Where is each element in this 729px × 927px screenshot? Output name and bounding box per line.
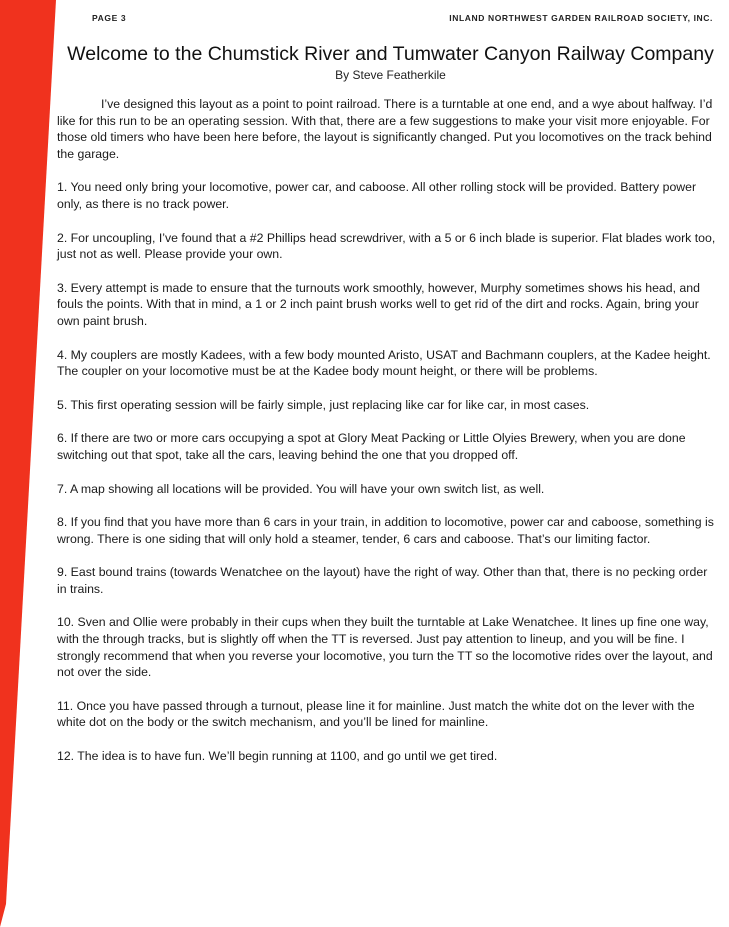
list-item: 8. If you find that you have more than 6 cars in your train, in addition to locomotive, power car and caboose, something is wrong. There is one siding that will only hold a steamer, tender, 6 cars and caboose. That’s our limiting factor. xyxy=(57,515,714,546)
list-item: 11. Once you have passed through a turnout, please line it for mainline. Just match the white dot on the lever with the white dot on the body or the switch mechanism, and you’ll be lined for mainline. xyxy=(57,698,695,730)
list-item: 5. This first operating session will be fairly simple, just replacing like car for like car, in most cases. xyxy=(57,397,590,412)
list-item: 6. If there are two or more cars occupying a spot at Glory Meat Packing or Little Olyies Brewery, when you are done switching out that spot, take all the cars, leaving behind the one that you dropped off. xyxy=(57,431,686,462)
article-body xyxy=(57,96,719,782)
red-margin-wedge xyxy=(0,0,60,927)
list-item: 3. Every attempt is made to ensure that the turnouts work smoothly, however, Murphy sometimes shows his head, and fouls the points. With that in mind, a 1 or 2 inch paint brush works well to get rid of the dirt and rocks. Again, bring your own paint brush. xyxy=(57,280,700,328)
list-item: 7. A map showing all locations will be provided. You will have your own switch list, as well. xyxy=(57,481,545,496)
article-title: Welcome to the Chumstick River and Tumwater Canyon Railway Company xyxy=(67,43,714,65)
article-byline: By Steve Featherkile xyxy=(335,68,446,82)
list-item: 10. Sven and Ollie were probably in their cups when they built the turntable at Lake Wenatchee. It lines up fine one way, with the through tracks, but is slightly off when the TT is reversed. Just pay attention to lineup, and you will be fine. I strongly recommend that when you reverse your locomotive, you turn the TT so the locomotive rides over the layout, and not over the side. xyxy=(57,615,713,680)
list-item: 1. You need only bring your locomotive, power car, and caboose. All other rolling stock will be provided. Battery power only, as there is no track power. xyxy=(57,180,697,211)
list-item: 2. For uncoupling, I’ve found that a #2 Phillips head screwdriver, with a 5 or 6 inch blade is superior. Flat blades work too, just not as well. Please provide your own. xyxy=(57,230,716,262)
page-number: PAGE 3 xyxy=(92,13,127,23)
list-item: 4. My couplers are mostly Kadees, with a few body mounted Aristo, USAT and Bachmann couplers, at the Kadee height. The coupler on your locomotive must be at the Kadee body mount height, or there will be problems. xyxy=(57,347,711,379)
list-item: 12. The idea is to have fun. We’ll begin running at 1100, and go until we get tired. xyxy=(57,749,498,764)
list-item: 9. East bound trains (towards Wenatchee on the layout) have the right of way. Other than that, there is no pecking order in trains. xyxy=(57,565,708,596)
intro-paragraph: I’ve designed this layout as a point to point railroad. There is a turntable at one end, and a wye about halfway. I’d like for this run to be an operating session. With that, there are a few suggestions to make your visit more enjoyable. For those old timers who have been here before, the layout is significantly changed. Put you locomotives on the track behind the garage. xyxy=(57,97,713,161)
red-wedge-shape xyxy=(0,0,56,927)
page-header xyxy=(92,13,713,27)
newsletter-org-name: INLAND NORTHWEST GARDEN RAILROAD SOCIETY, INC. xyxy=(449,13,713,23)
